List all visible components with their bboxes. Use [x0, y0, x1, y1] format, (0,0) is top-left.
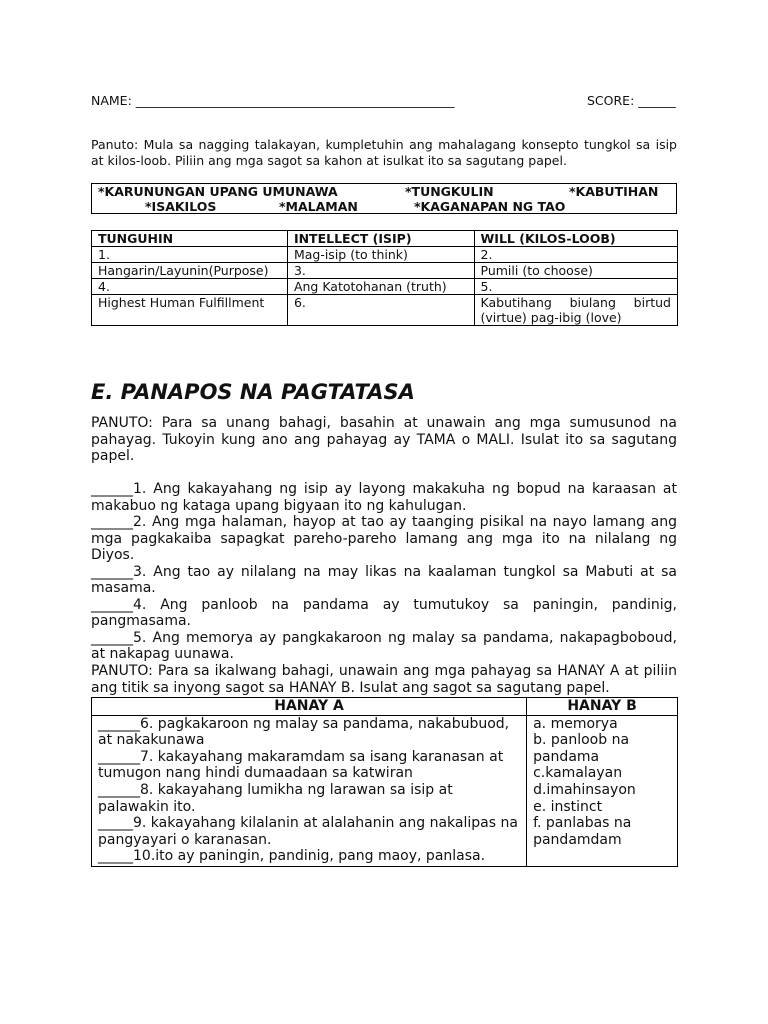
table-cell: Mag-isip (to think) — [287, 247, 474, 263]
panuto-part-one: PANUTO: Para sa unang bahagi, basahin at unawain ang mga sumusunod na pahayag. Tukoyin kung ano ang pahayag ay TAMA o MALI. Isulat ito sa sagutang papel. — [91, 415, 677, 464]
choice-6: *KAGANAPAN NG TAO — [414, 199, 566, 214]
list-item: _____10.ito ay paningin, pandinig, pang maoy, panlasa. — [98, 848, 486, 865]
list-item: _____9. kakayahang kilalanin at alalahanin ang nakalipas na pangyayari o karanasan. — [98, 815, 518, 848]
concept-table — [91, 230, 678, 326]
matching-table — [91, 697, 678, 867]
table-row — [92, 263, 678, 279]
list-item: a. memorya — [533, 715, 618, 732]
table-cell: Highest Human Fulfillment — [92, 295, 288, 326]
table-row — [92, 247, 678, 263]
section-title: E. PANAPOS NA PAGTATASA — [91, 380, 415, 404]
table-cell: Kabutihang biulang birtud (virtue) pag-ibig (love) — [474, 295, 677, 326]
column-header: TUNGUHIN — [92, 231, 288, 247]
list-item: b. panloob na pandama — [533, 732, 630, 765]
list-item: e. instinct — [533, 798, 603, 815]
table-cell: Ang Katotohanan (truth) — [287, 279, 474, 295]
list-item: ______6. pagkakaroon ng malay sa pandama, nakabubuod, at nakakunawa — [98, 715, 510, 749]
hanay-b-column — [527, 715, 678, 866]
list-item: ______1. Ang kakayahang ng isip ay layong makakuha ng bopud na karaasan at makabuo ng kataga upang bigyaan ito ng kahulugan. — [91, 481, 677, 514]
choice-3: *KABUTIHAN — [569, 184, 659, 199]
choices-box — [91, 183, 677, 214]
table-cell: 4. — [92, 279, 288, 295]
choice-2: *TUNGKULIN — [405, 184, 494, 199]
panuto-part-two: PANUTO: Para sa ikalwang bahagi, unawain ang mga pahayag sa HANAY A at piliin ang titik sa inyong sagot sa HANAY B. Isulat ang sagot sa sagutang papel. — [91, 663, 677, 696]
table-header-row — [92, 698, 678, 716]
table-row — [92, 279, 678, 295]
list-item: ______5. Ang memorya ay pangkakaroon ng malay sa pandama, nakapagboboud, at nakapag uunawa. — [91, 629, 677, 662]
score-field-label: SCORE: ______ — [587, 93, 676, 108]
list-item: d.imahinsayon — [533, 781, 636, 798]
choice-1: *KARUNUNGAN UPANG UMUNAWA — [98, 184, 338, 199]
table-header-row — [92, 231, 678, 247]
list-item: f. panlabas na pandamdam — [533, 815, 632, 848]
list-item: c.kamalayan — [533, 765, 623, 782]
intro-instructions: Panuto: Mula sa nagging talakayan, kumpletuhin ang mahalagang konsepto tungkol sa isip at kilos-loob. Piliin ang mga sagot sa kahon at isulkat ito sa sagutang papel. — [91, 137, 677, 168]
column-header: INTELLECT (ISIP) — [287, 231, 474, 247]
hanay-b-header: HANAY B — [527, 698, 678, 716]
list-item: ______3. Ang tao ay nilalang na may likas na kaalaman tungkol sa Mabuti at sa masama. — [91, 563, 677, 596]
name-field-label: NAME: ___________________________________________________ — [91, 93, 455, 108]
list-item: ______7. kakayahang makaramdam sa isang karanasan at tumugon nang hindi dumaadaan sa katwiran — [98, 748, 504, 782]
true-false-items — [91, 481, 677, 663]
list-item: ______8. kakayahang lumikha ng larawan sa isip at palawakin ito. — [98, 781, 453, 815]
table-row — [92, 295, 678, 326]
column-header: WILL (KILOS-LOOB) — [474, 231, 677, 247]
choice-5: *MALAMAN — [279, 199, 358, 214]
hanay-a-header: HANAY A — [92, 698, 527, 716]
list-item: ______2. Ang mga halaman, hayop at tao ay taanging pisikal na nayo lamang ang mga pagkakaiba sapagkat pareho-pareho lamang ang mga ito na nilalang ng Diyos. — [91, 514, 677, 563]
table-cell: 1. — [92, 247, 288, 263]
table-cell: 6. — [287, 295, 474, 326]
hanay-a-column — [92, 715, 527, 866]
table-cell: 3. — [287, 263, 474, 279]
table-cell: Hangarin/Layunin(Purpose) — [92, 263, 288, 279]
table-cell: 5. — [474, 279, 677, 295]
table-row — [92, 715, 678, 866]
choice-4: *ISAKILOS — [145, 199, 217, 214]
table-cell: 2. — [474, 247, 677, 263]
table-cell: Pumili (to choose) — [474, 263, 677, 279]
list-item: ______4. Ang panloob na pandama ay tumutukoy sa paningin, pandinig, pangmasama. — [91, 596, 677, 629]
